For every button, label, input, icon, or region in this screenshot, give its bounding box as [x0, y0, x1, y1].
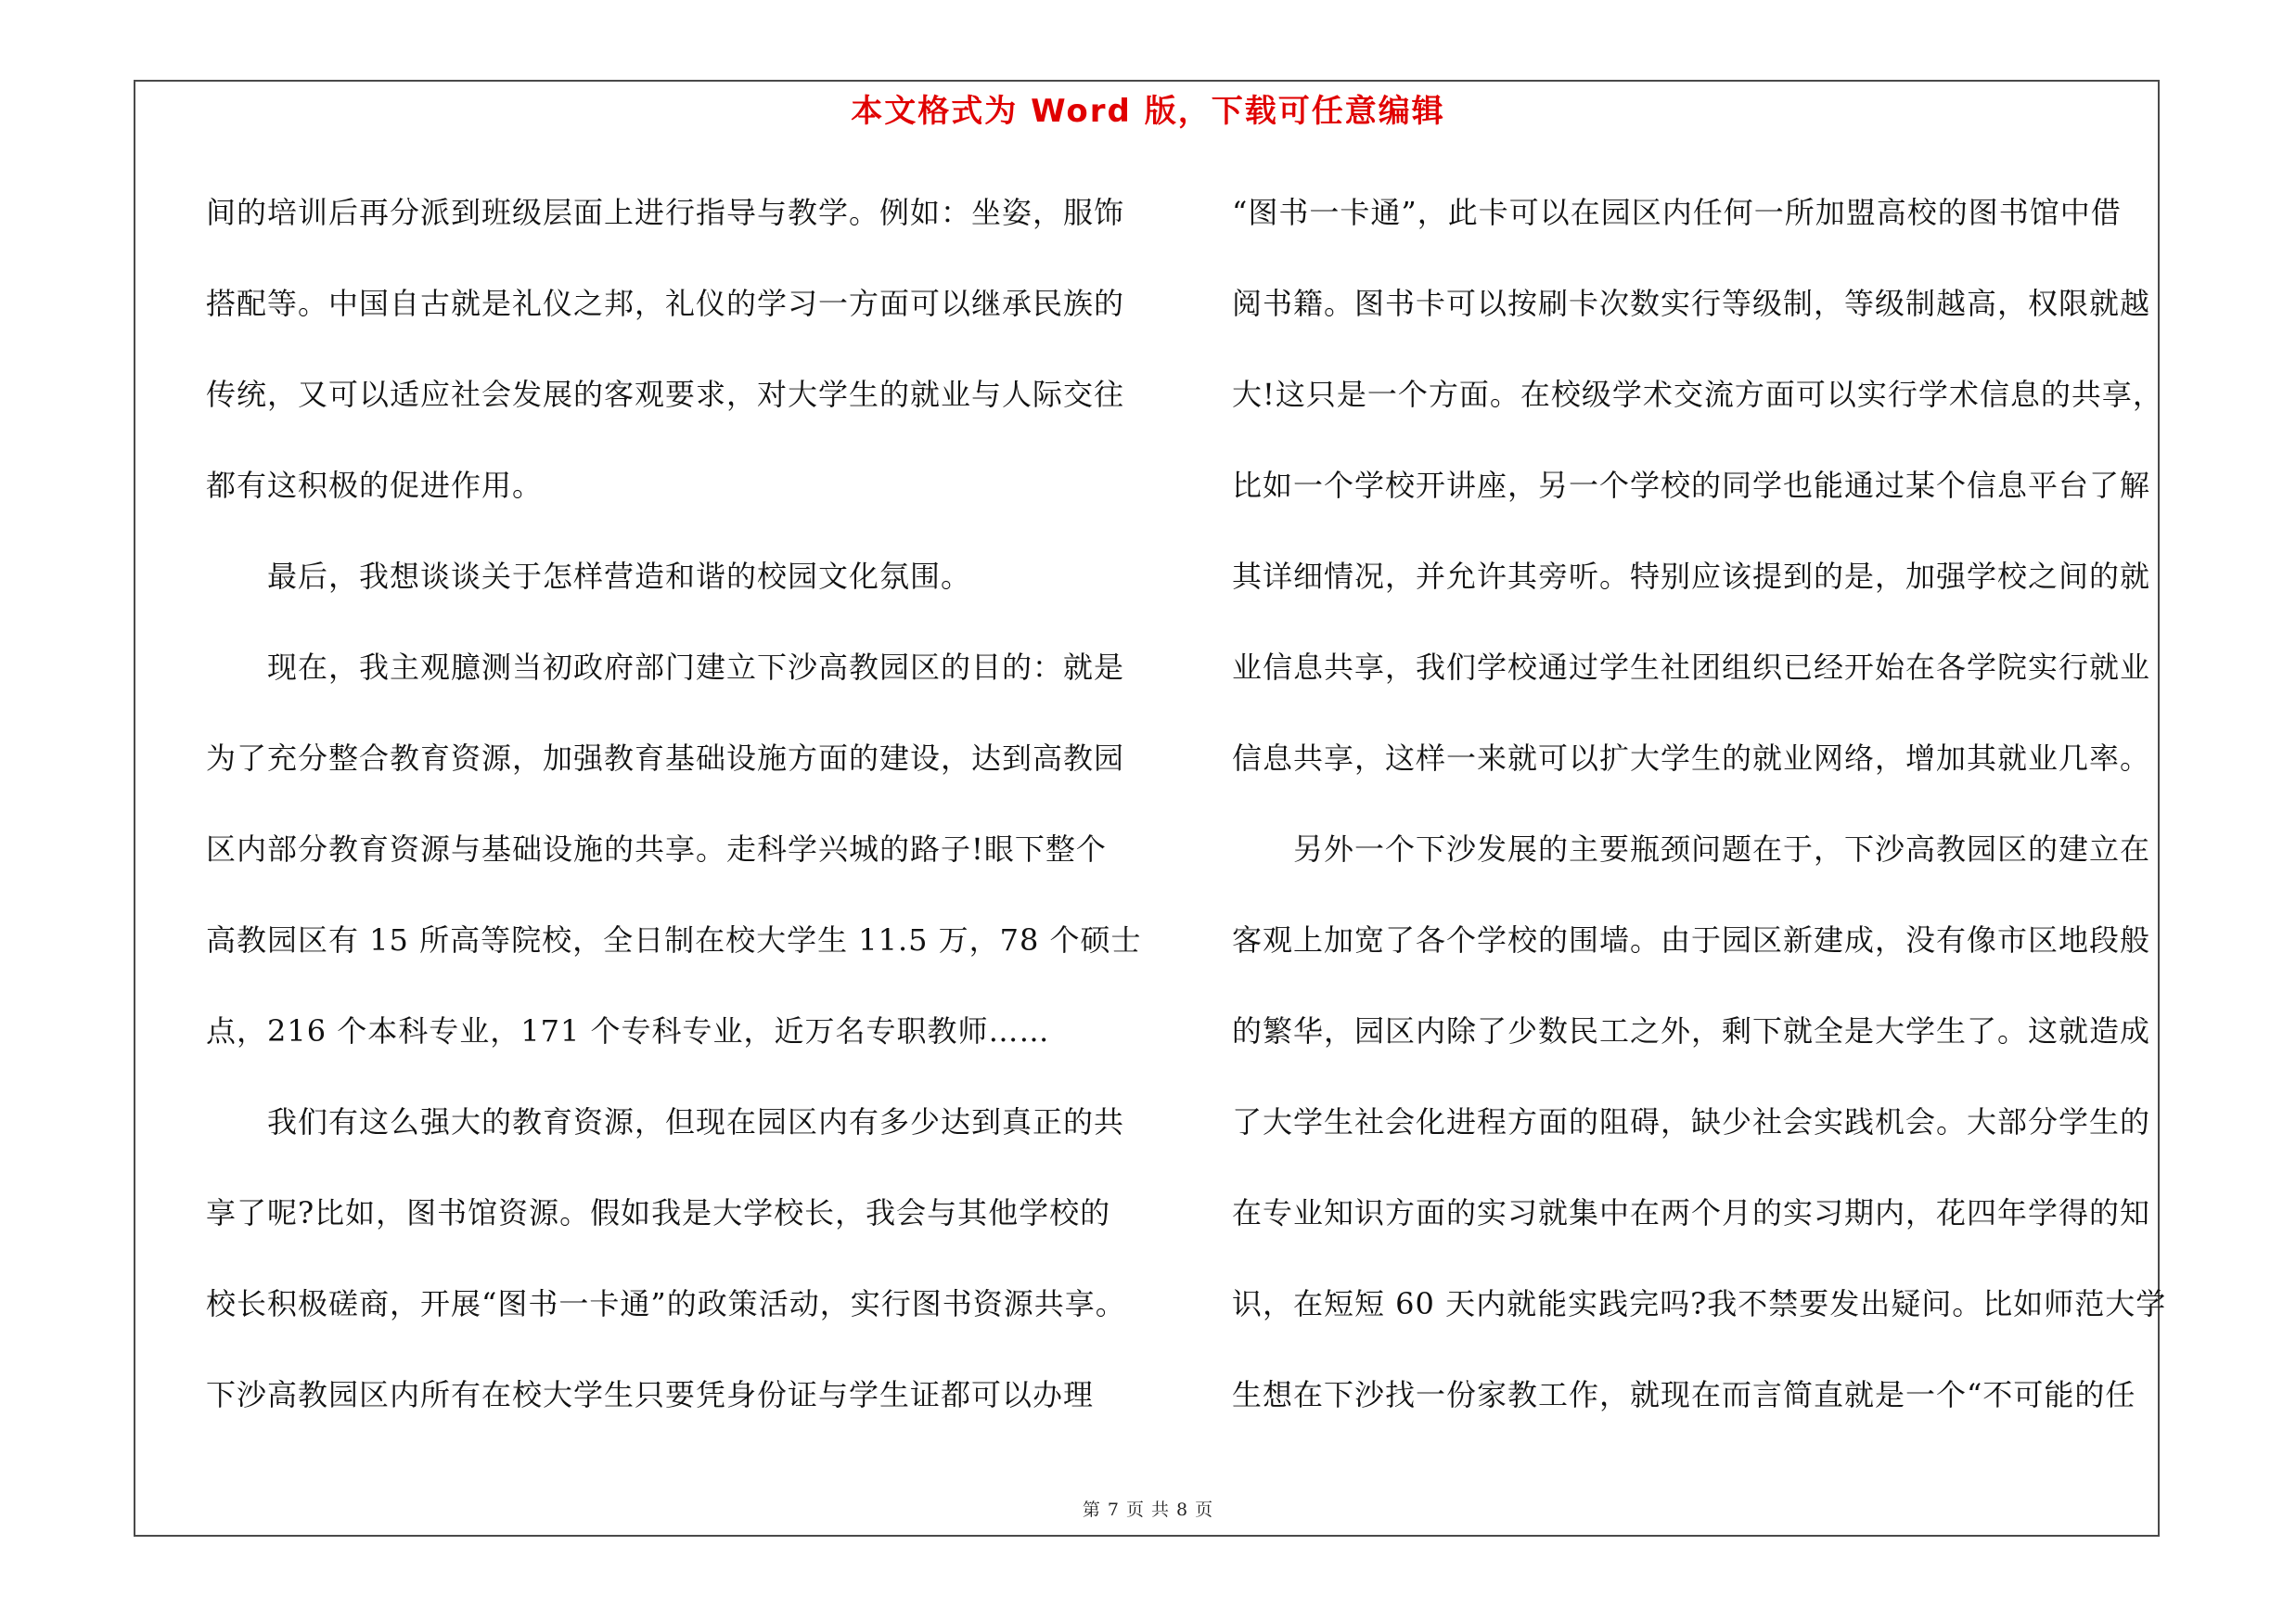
text-line: 阅书籍。图书卡可以按刷卡次数实行等级制，等级制越高，权限就越	[1232, 286, 2151, 321]
text-line: 都有这积极的促进作用。	[206, 468, 544, 503]
left-column	[206, 180, 1142, 1453]
text-line: 比如一个学校开讲座，另一个学校的同学也能通过某个信息平台了解	[1232, 468, 2151, 503]
text-line: 另外一个下沙发展的主要瓶颈问题在于，下沙高教园区的建立在	[1293, 831, 2151, 867]
text-line: 生想在下沙找一份家教工作，就现在而言简直就是一个“不可能的任	[1232, 1377, 2136, 1412]
text-line: 其详细情况，并允许其旁听。特别应该提到的是，加强学校之间的就	[1232, 559, 2151, 594]
text-line: 客观上加宽了各个学校的围墙。由于园区新建成，没有像市区地段般	[1232, 922, 2151, 958]
page-footer: 第 7 页 共 8 页	[1082, 1500, 1214, 1520]
text-line: 高教园区有 15 所高等院校，全日制在校大学生 11.5 万，78 个硕士	[206, 922, 1142, 958]
text-line: 的繁华，园区内除了少数民工之外，剩下就全是大学生了。这就造成	[1232, 1013, 2151, 1049]
text-line: 识，在短短 60 天内就能实践完吗?我不禁要发出疑问。比如师范大学	[1232, 1286, 2167, 1321]
text-line: “图书一卡通”，此卡可以在园区内任何一所加盟高校的图书馆中借	[1232, 195, 2122, 230]
text-line: 业信息共享，我们学校通过学生社团组织已经开始在各学院实行就业	[1232, 650, 2151, 685]
text-line: 区内部分教育资源与基础设施的共享。走科学兴城的路子!眼下整个	[206, 831, 1107, 867]
text-line: 下沙高教园区内所有在校大学生只要凭身份证与学生证都可以办理	[206, 1377, 1095, 1412]
text-line: 为了充分整合教育资源，加强教育基础设施方面的建设，达到高教园	[206, 741, 1125, 776]
text-line: 间的培训后再分派到班级层面上进行指导与教学。例如：坐姿，服饰	[206, 195, 1125, 230]
text-line: 点，216 个本科专业，171 个专科专业，近万名专职教师……	[206, 1013, 1050, 1049]
right-column	[1232, 180, 2167, 1453]
text-line: 了大学生社会化进程方面的阻碍，缺少社会实践机会。大部分学生的	[1232, 1104, 2151, 1140]
text-line: 最后，我想谈谈关于怎样营造和谐的校园文化氛围。	[267, 559, 972, 594]
text-line: 在专业知识方面的实习就集中在两个月的实习期内，花四年学得的知	[1232, 1195, 2151, 1230]
text-line: 现在，我主观臆测当初政府部门建立下沙高教园区的目的：就是	[267, 650, 1125, 685]
text-line: 搭配等。中国自古就是礼仪之邦，礼仪的学习一方面可以继承民族的	[206, 286, 1125, 321]
header-banner: 本文格式为 Word 版，下载可任意编辑	[851, 93, 1445, 130]
text-line: 校长积极磋商，开展“图书一卡通”的政策活动，实行图书资源共享。	[206, 1286, 1126, 1321]
text-line: 信息共享，这样一来就可以扩大学生的就业网络，增加其就业几率。	[1232, 741, 2151, 776]
text-line: 传统，又可以适应社会发展的客观要求，对大学生的就业与人际交往	[206, 377, 1125, 412]
text-line: 大!这只是一个方面。在校级学术交流方面可以实行学术信息的共享，	[1232, 377, 2163, 412]
text-line: 享了呢?比如，图书馆资源。假如我是大学校长，我会与其他学校的	[206, 1195, 1111, 1230]
text-line: 我们有这么强大的教育资源，但现在园区内有多少达到真正的共	[267, 1104, 1125, 1140]
